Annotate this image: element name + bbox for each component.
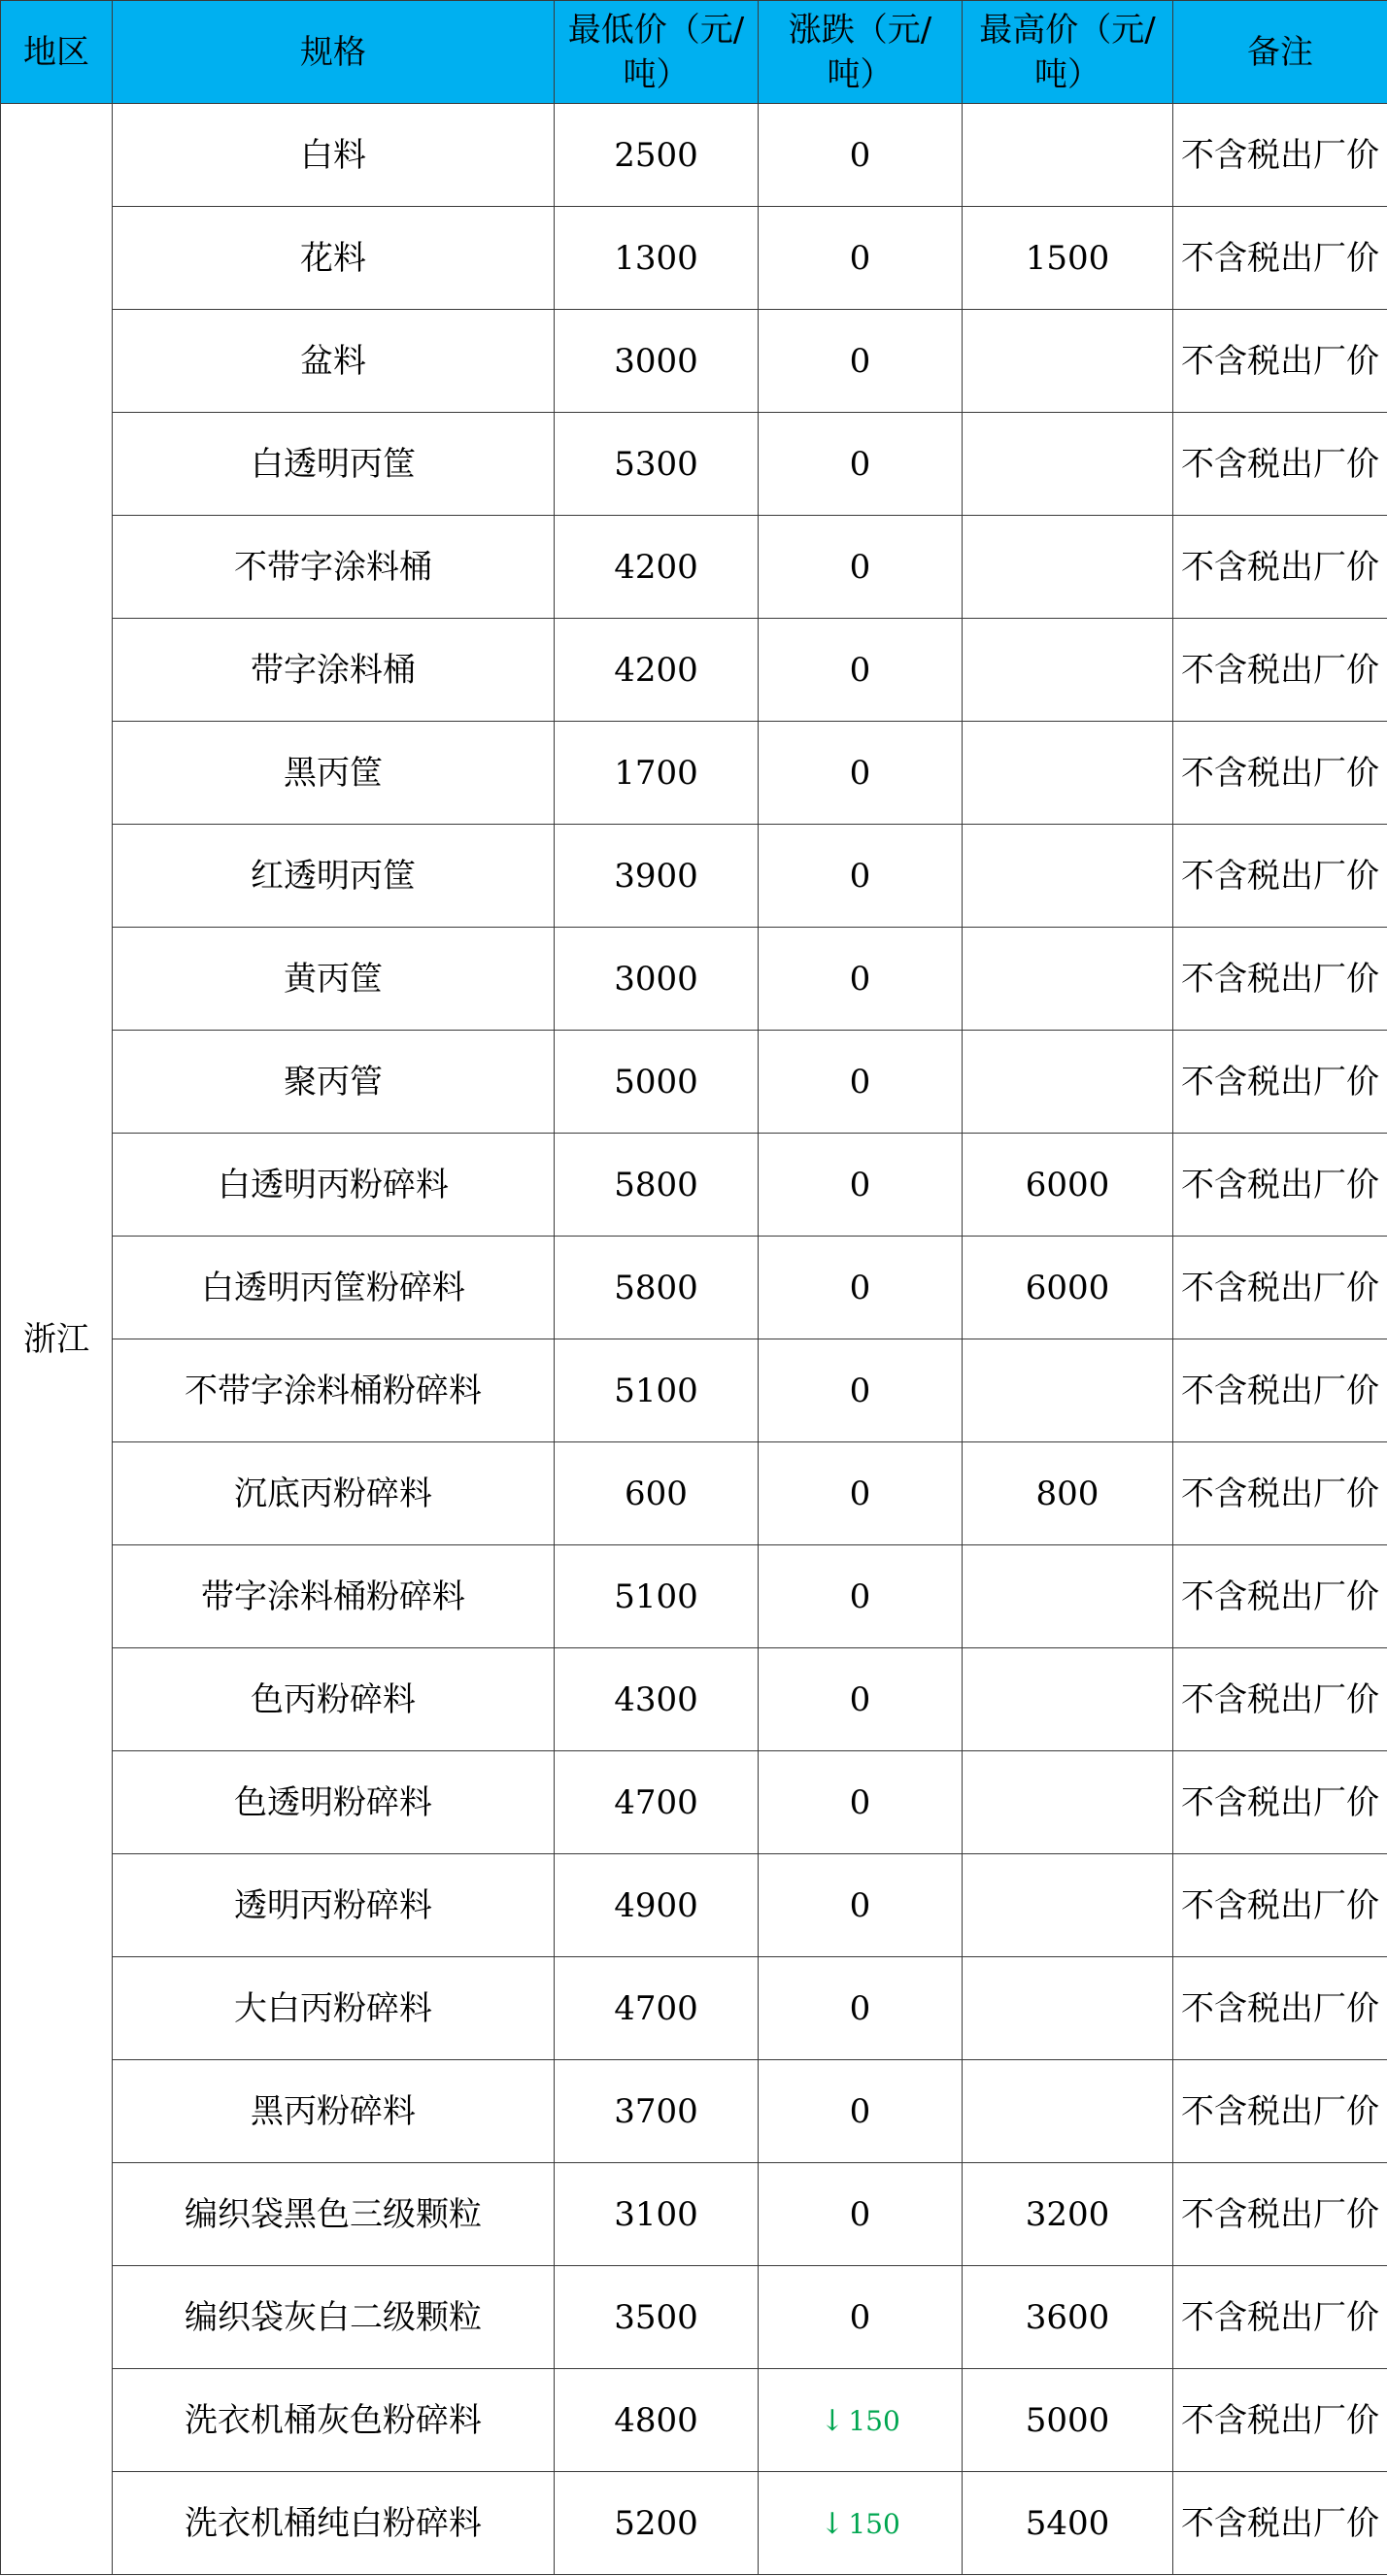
table-row	[1, 516, 1387, 619]
spec-cell: 洗衣机桶纯白粉碎料	[113, 2472, 555, 2575]
change-cell	[759, 2472, 963, 2575]
note-cell: 不含税出厂价	[1173, 1031, 1387, 1134]
high-price-cell	[963, 310, 1173, 413]
high-price-cell	[963, 1751, 1173, 1854]
change-cell: 0	[759, 516, 963, 619]
low-price-cell: 3700	[555, 2060, 759, 2163]
high-price-cell	[963, 104, 1173, 207]
change-cell: 0	[759, 1134, 963, 1237]
arrow-down-icon: ↓	[820, 2506, 845, 2541]
spec-cell: 洗衣机桶灰色粉碎料	[113, 2369, 555, 2472]
low-price-cell: 5000	[555, 1031, 759, 1134]
note-cell: 不含税出厂价	[1173, 2266, 1387, 2369]
note-cell: 不含税出厂价	[1173, 2369, 1387, 2472]
note-cell: 不含税出厂价	[1173, 825, 1387, 928]
low-price-cell: 3000	[555, 310, 759, 413]
low-price-cell: 4300	[555, 1648, 759, 1751]
high-price-cell	[963, 619, 1173, 722]
spec-cell: 白透明丙筐	[113, 413, 555, 516]
change-cell: 0	[759, 2163, 963, 2266]
table-row	[1, 1031, 1387, 1134]
change-cell: 0	[759, 2060, 963, 2163]
table-row	[1, 1751, 1387, 1854]
change-cell: 0	[759, 928, 963, 1031]
note-cell: 不含税出厂价	[1173, 1854, 1387, 1957]
table-row	[1, 1854, 1387, 1957]
low-price-cell: 5100	[555, 1339, 759, 1442]
low-price-cell: 5800	[555, 1237, 759, 1339]
low-price-cell: 1300	[555, 207, 759, 310]
low-price-cell: 3100	[555, 2163, 759, 2266]
change-cell: 0	[759, 1545, 963, 1648]
spec-cell: 黑丙粉碎料	[113, 2060, 555, 2163]
spec-cell: 聚丙管	[113, 1031, 555, 1134]
table-row	[1, 619, 1387, 722]
change-cell: 0	[759, 1854, 963, 1957]
spec-cell: 色丙粉碎料	[113, 1648, 555, 1751]
low-price-cell: 5800	[555, 1134, 759, 1237]
spec-cell: 白透明丙粉碎料	[113, 1134, 555, 1237]
table-row	[1, 722, 1387, 825]
table-row	[1, 1545, 1387, 1648]
high-price-cell: 800	[963, 1442, 1173, 1545]
price-down-indicator	[820, 2508, 900, 2540]
table-row	[1, 1442, 1387, 1545]
change-cell: 0	[759, 1339, 963, 1442]
change-value: 150	[848, 2507, 900, 2540]
change-cell: 0	[759, 2266, 963, 2369]
note-cell: 不含税出厂价	[1173, 1339, 1387, 1442]
low-price-cell: 4800	[555, 2369, 759, 2472]
note-cell: 不含税出厂价	[1173, 619, 1387, 722]
change-cell: 0	[759, 722, 963, 825]
high-price-cell	[963, 516, 1173, 619]
change-cell	[759, 2369, 963, 2472]
spec-cell: 白透明丙筐粉碎料	[113, 1237, 555, 1339]
arrow-down-icon: ↓	[820, 2403, 845, 2438]
low-price-cell: 3000	[555, 928, 759, 1031]
note-cell: 不含税出厂价	[1173, 2060, 1387, 2163]
note-cell: 不含税出厂价	[1173, 1545, 1387, 1648]
table-row	[1, 2266, 1387, 2369]
low-price-cell: 5300	[555, 413, 759, 516]
low-price-cell: 4200	[555, 516, 759, 619]
change-cell: 0	[759, 207, 963, 310]
note-cell: 不含税出厂价	[1173, 1237, 1387, 1339]
note-cell: 不含税出厂价	[1173, 310, 1387, 413]
spec-cell: 花料	[113, 207, 555, 310]
table-row	[1, 1339, 1387, 1442]
change-cell: 0	[759, 1442, 963, 1545]
low-price-cell: 5100	[555, 1545, 759, 1648]
header-spec: 规格	[113, 1, 555, 104]
table-header	[1, 1, 1387, 104]
spec-cell: 不带字涂料桶粉碎料	[113, 1339, 555, 1442]
high-price-cell	[963, 722, 1173, 825]
high-price-cell: 6000	[963, 1237, 1173, 1339]
high-price-cell	[963, 928, 1173, 1031]
spec-cell: 黄丙筐	[113, 928, 555, 1031]
table-row	[1, 1237, 1387, 1339]
low-price-cell: 2500	[555, 104, 759, 207]
note-cell: 不含税出厂价	[1173, 2472, 1387, 2575]
change-cell: 0	[759, 104, 963, 207]
change-value: 150	[848, 2404, 900, 2437]
high-price-cell	[963, 1648, 1173, 1751]
low-price-cell: 4700	[555, 1751, 759, 1854]
table-row	[1, 2472, 1387, 2575]
note-cell: 不含税出厂价	[1173, 207, 1387, 310]
note-cell: 不含税出厂价	[1173, 1751, 1387, 1854]
spec-cell: 带字涂料桶	[113, 619, 555, 722]
table-row	[1, 928, 1387, 1031]
change-cell: 0	[759, 310, 963, 413]
note-cell: 不含税出厂价	[1173, 1957, 1387, 2060]
change-cell: 0	[759, 619, 963, 722]
note-cell: 不含税出厂价	[1173, 104, 1387, 207]
table-row	[1, 2369, 1387, 2472]
low-price-cell: 4700	[555, 1957, 759, 2060]
low-price-cell: 600	[555, 1442, 759, 1545]
table-row	[1, 104, 1387, 207]
spec-cell: 色透明粉碎料	[113, 1751, 555, 1854]
high-price-cell	[963, 1957, 1173, 2060]
low-price-cell: 5200	[555, 2472, 759, 2575]
change-cell: 0	[759, 825, 963, 928]
change-cell: 0	[759, 1648, 963, 1751]
header-note: 备注	[1173, 1, 1387, 104]
spec-cell: 红透明丙筐	[113, 825, 555, 928]
header-row	[1, 1, 1387, 104]
spec-cell: 盆料	[113, 310, 555, 413]
change-cell: 0	[759, 1031, 963, 1134]
low-price-cell: 3500	[555, 2266, 759, 2369]
header-low-price: 最低价（元/吨）	[555, 1, 759, 104]
table-row	[1, 413, 1387, 516]
change-cell: 0	[759, 1957, 963, 2060]
spec-cell: 白料	[113, 104, 555, 207]
spec-cell: 不带字涂料桶	[113, 516, 555, 619]
table-row	[1, 2163, 1387, 2266]
spec-cell: 透明丙粉碎料	[113, 1854, 555, 1957]
high-price-cell	[963, 413, 1173, 516]
table-row	[1, 207, 1387, 310]
header-region: 地区	[1, 1, 113, 104]
spec-cell: 带字涂料桶粉碎料	[113, 1545, 555, 1648]
spec-cell: 沉底丙粉碎料	[113, 1442, 555, 1545]
note-cell: 不含税出厂价	[1173, 722, 1387, 825]
low-price-cell: 1700	[555, 722, 759, 825]
note-cell: 不含税出厂价	[1173, 2163, 1387, 2266]
high-price-cell: 1500	[963, 207, 1173, 310]
header-change: 涨跌（元/吨）	[759, 1, 963, 104]
low-price-cell: 3900	[555, 825, 759, 928]
change-cell: 0	[759, 1751, 963, 1854]
table-row	[1, 2060, 1387, 2163]
table-row	[1, 1648, 1387, 1751]
note-cell: 不含税出厂价	[1173, 1134, 1387, 1237]
high-price-cell: 5400	[963, 2472, 1173, 2575]
high-price-cell	[963, 1031, 1173, 1134]
table-row	[1, 310, 1387, 413]
low-price-cell: 4200	[555, 619, 759, 722]
high-price-cell: 6000	[963, 1134, 1173, 1237]
note-cell: 不含税出厂价	[1173, 1442, 1387, 1545]
low-price-cell: 4900	[555, 1854, 759, 1957]
change-cell: 0	[759, 413, 963, 516]
high-price-cell: 5000	[963, 2369, 1173, 2472]
high-price-cell	[963, 1339, 1173, 1442]
spec-cell: 黑丙筐	[113, 722, 555, 825]
spec-cell: 大白丙粉碎料	[113, 1957, 555, 2060]
table-row	[1, 1134, 1387, 1237]
spec-cell: 编织袋黑色三级颗粒	[113, 2163, 555, 2266]
price-down-indicator	[820, 2405, 900, 2437]
high-price-cell	[963, 1854, 1173, 1957]
note-cell: 不含税出厂价	[1173, 413, 1387, 516]
spec-cell: 编织袋灰白二级颗粒	[113, 2266, 555, 2369]
high-price-cell: 3200	[963, 2163, 1173, 2266]
table-row	[1, 1957, 1387, 2060]
high-price-cell	[963, 2060, 1173, 2163]
table-body	[1, 104, 1387, 2575]
high-price-cell: 3600	[963, 2266, 1173, 2369]
note-cell: 不含税出厂价	[1173, 1648, 1387, 1751]
high-price-cell	[963, 825, 1173, 928]
high-price-cell	[963, 1545, 1173, 1648]
note-cell: 不含税出厂价	[1173, 928, 1387, 1031]
change-cell: 0	[759, 1237, 963, 1339]
header-high-price: 最高价（元/吨）	[963, 1, 1173, 104]
table-row	[1, 825, 1387, 928]
note-cell: 不含税出厂价	[1173, 516, 1387, 619]
region-cell: 浙江	[1, 104, 113, 2575]
